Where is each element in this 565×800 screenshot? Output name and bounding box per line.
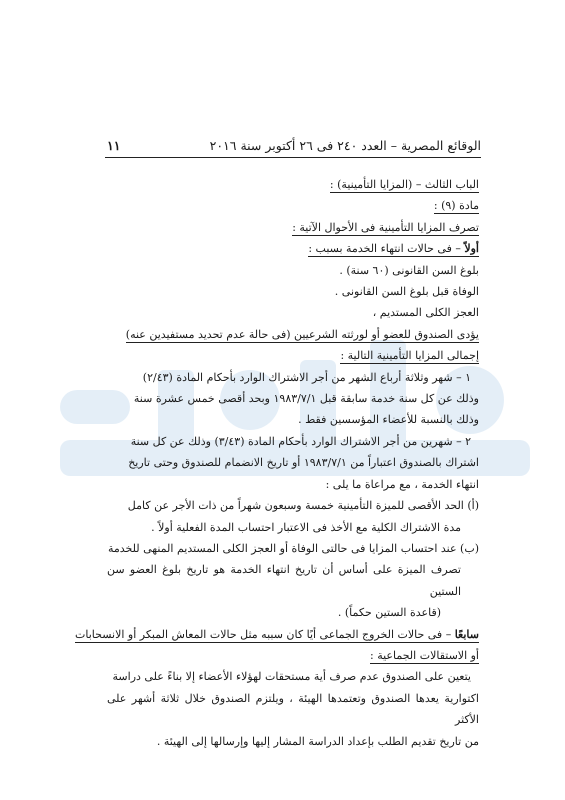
- article-body: [75, 174, 479, 752]
- clause-a-line: مدة الاشتراك الكلية مع الأخذ فى الاعتبار احتساب المدة الفعلية أولاً .: [151, 520, 461, 534]
- benefit-heading: إجمالى المزايا التأمينية التالية :: [340, 349, 479, 363]
- item-one-line: ١ – شهر وثلاثة أرباع الشهر من أجر الاشتراك الوارد بأحكام المادة (٢/٤٣): [142, 370, 471, 384]
- case-line: بلوغ السن القانونى (٦٠ سنة) .: [339, 263, 479, 277]
- clause-b-line: (قاعدة الستين حكماً) .: [337, 606, 441, 620]
- section-seventh-heading-cont: أو الاستقالات الجماعية :: [370, 648, 479, 662]
- gazette-title: الوقائع المصرية – العدد ٢٤٠ فى ٢٦ أكتوبر سنة ٢٠١٦: [209, 138, 481, 153]
- clause-b-line: (ب) عند احتساب المزايا فى حالتى الوفاة أو العجز الكلى المستديم المنهى للخدمة: [107, 541, 479, 555]
- clause-a-line: (أ) الحد الأقصى للميزة التأمينية خمسة وسبعون شهراً من ذات الأجر عن كامل: [127, 499, 479, 513]
- closing-paragraph-line: اكتوارية يعدها الصندوق وتعتمدها الهيئة ، ويلتزم الصندوق خلال ثلاثة أشهر على الأكثر: [107, 691, 479, 727]
- section-seventh-heading: سابعًا – فى حالات الخروج الجماعى أيًا كان سببه مثل حالات المعاش المبكر أو الانسحابات: [75, 627, 479, 641]
- item-two-line: اشتراك بالصندوق اعتباراً من ١٩٨٣/٧/١ أو تاريخ الانضمام للصندوق وحتى تاريخ: [128, 456, 479, 470]
- section-first-heading: أولاً – فى حالات انتهاء الخدمة بسبب :: [308, 242, 479, 256]
- item-one-line: وذلك بالنسبة للأعضاء المؤسسين فقط .: [298, 413, 479, 427]
- intro-line: تصرف المزايا التأمينية فى الأحوال الآتية :: [292, 220, 479, 234]
- chapter-heading: الباب الثالث – (المزايا التأمينية) :: [329, 178, 479, 191]
- closing-paragraph-line: من تاريخ تقديم الطلب بإعداد الدراسة المشار إليها وإرسالها إلى الهيئة .: [156, 734, 479, 748]
- closing-paragraph-line: يتعين على الصندوق عدم صرف أية مستحقات لهؤلاء الأعضاء إلا بناءً على دراسة: [112, 670, 471, 684]
- benefit-line: يؤدى الصندوق للعضو أو لورثته الشرعيين (فى حالة عدم تحديد مستفيدين عنه): [125, 327, 479, 341]
- item-two-line: انتهاء الخدمة ، مع مراعاة ما يلى :: [325, 477, 479, 491]
- item-two-line: ٢ – شهرين من أجر الاشتراك الوارد بأحكام المادة (٣/٤٣) وذلك عن كل سنة: [130, 434, 471, 448]
- case-line: العجز الكلى المستديم ،: [372, 306, 479, 320]
- page-header: [105, 136, 481, 156]
- article-heading: مادة (٩) :: [433, 199, 479, 213]
- case-line: الوفاة قبل بلوغ السن القانونى .: [334, 285, 479, 299]
- item-one-line: وذلك عن كل سنة خدمة سابقة قبل ١٩٨٣/٧/١ وبحد أقصى خمس عشرة سنة: [133, 392, 479, 406]
- page-number: ١١: [107, 138, 121, 153]
- header-rule: [105, 157, 481, 158]
- clause-b-line: تصرف الميزة على أساس أن تاريخ انتهاء الخدمة هو تاريخ بلوغ العضو سن الستين: [107, 563, 461, 598]
